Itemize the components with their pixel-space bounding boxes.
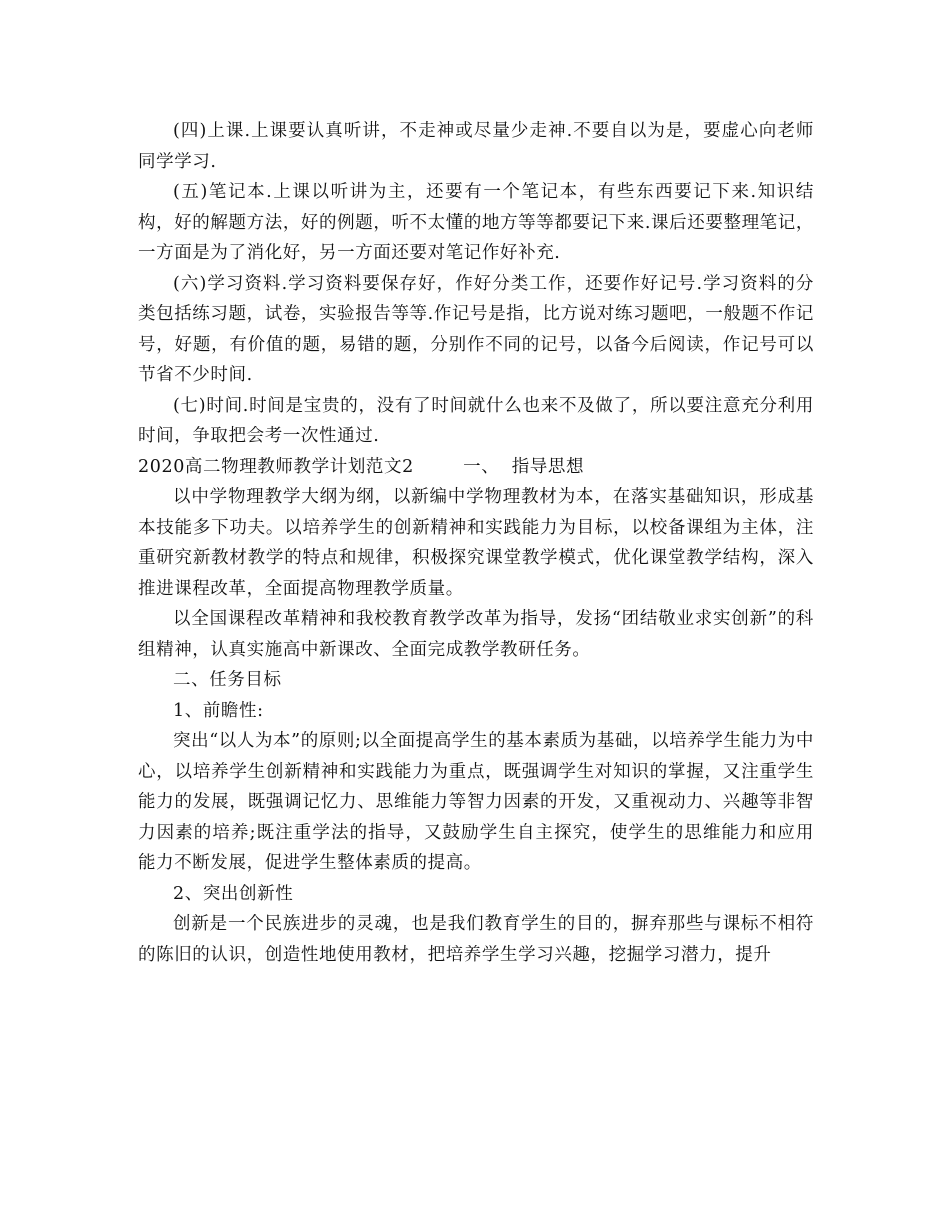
paragraph-class-attendance: (四)上课.上课要认真听讲，不走神或尽量少走神.不要自以为是，要虚心向老师同学学习. xyxy=(138,121,814,172)
paragraph-notebook: (五)笔记本.上课以听讲为主，还要有一个笔记本，有些东西要记下来.知识结构，好的解题方法，好的例题，听不太懂的地方等等都要记下来.课后还要整理笔记，一方面是为了消化好，另一方面还要对笔记作好补充. xyxy=(138,182,814,263)
section-heading-line: 2020高二物理教师教学计划范文2 一、 指导思想 xyxy=(138,456,585,477)
paragraph-time: (七)时间.时间是宝贵的，没有了时间就什么也来不及做了，所以要注意充分利用时间，争取把会考一次性通过. xyxy=(138,395,814,446)
heading-task-goals: 二、任务目标 xyxy=(173,670,282,690)
document-body xyxy=(138,116,814,970)
paragraph-people-oriented: 突出“以人为本”的原则;以全面提高学生的基本素质为基础，以培养学生能力为中心，以培养学生创新精神和实践能力为重点，既强调学生对知识的掌握，又注重学生能力的发展，既强调记忆力、思维能力等智力因素的开发，又重视动力、兴趣等非智力因素的培养;既注重学法的指导，又鼓励学生自主探究，使学生的思维能力和应用能力不断发展，促进学生整体素质的提高。 xyxy=(138,731,814,873)
paragraph-guiding-thought: 以中学物理教学大纲为纲，以新编中学物理教材为本，在落实基础知识，形成基本技能多下功夫。以培养学生的创新精神和实践能力为目标，以校备课组为主体，注重研究新教材教学的特点和规律，积极探究课堂教学模式，优化课堂教学结构，深入推进课程改革，全面提高物理教学质量。 xyxy=(138,487,814,599)
paragraph-innovation: 创新是一个民族进步的灵魂，也是我们教育学生的目的，摒弃那些与课标不相符的陈旧的认识，创造性地使用教材，把培养学生学习兴趣，挖掘学习潜力，提升 xyxy=(138,914,814,965)
heading-forward-looking: 1、前瞻性: xyxy=(173,700,264,721)
paragraph-study-materials: (六)学习资料.学习资料要保存好，作好分类工作，还要作好记号.学习资料的分类包括练习题，试卷，实验报告等等.作记号是指，比方说对练习题吧，一般题不作记号，好题，有价值的题，易错的题，分别作不同的记号，以备今后阅读，作记号可以节省不少时间. xyxy=(138,273,814,385)
paragraph-reform-guidance: 以全国课程改革精神和我校教育教学改革为指导，发扬“团结敬业求实创新”的科组精神，认真实施高中新课改、全面完成教学教研任务。 xyxy=(138,609,814,660)
heading-innovation: 2、突出创新性 xyxy=(173,883,294,904)
